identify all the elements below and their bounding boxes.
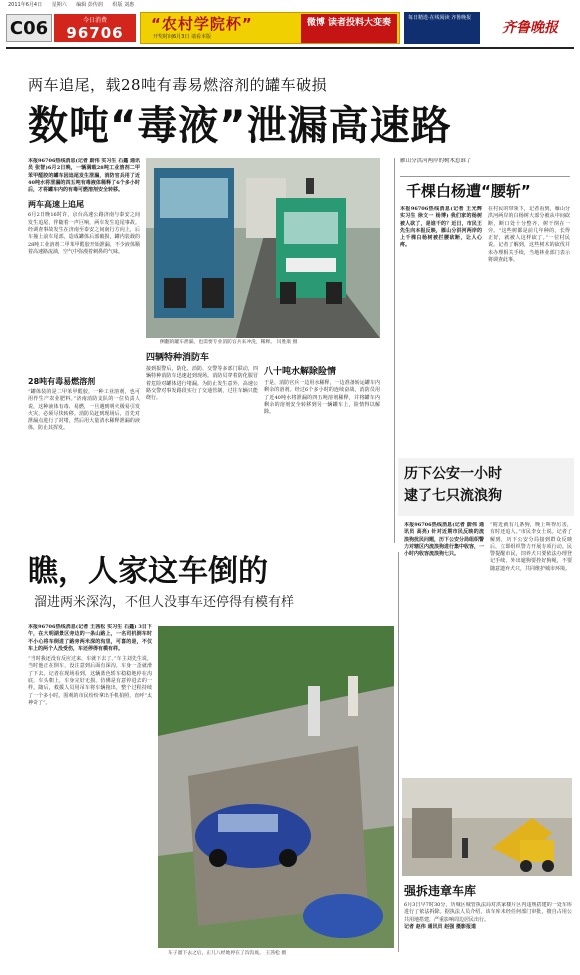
- story2-col1: [400, 206, 482, 446]
- story1-col1: [28, 158, 140, 383]
- story2-rule: [400, 176, 570, 177]
- story1-kicker: 两车追尾，载28吨有毒易燃溶剂的罐车破损: [28, 76, 328, 94]
- story1-sub4: 八十吨水解除险情: [264, 367, 337, 377]
- advert-title: “农村学院杯”: [151, 15, 253, 33]
- story4-photo-caption: 车子溜下去之后，正儿八经地停在了沟沟底。 王茜松 摄: [168, 951, 287, 956]
- story4-subhead: 溜进两米深沟，不但人没事车还停得有模有样: [34, 595, 295, 610]
- story1-col2: [146, 350, 258, 532]
- story1-body1: 6月2日晚16时许，京台高速公路济南与泰安之间发生追尾，伴随着一声巨响，两车发生追尾事故。经调查事故发生在济南至泰安之间南行方向上，后车撞上前车尾部，造成罐体后部破损，罐内装载的28吨工业溶剂二甲苯甲醛胶开始泄漏，不少液体顺着高速路流淌，空气中弥漫着刺鼻的气味。: [28, 212, 140, 255]
- story3-headline-line1: 历下公安一小时: [404, 466, 502, 482]
- story1-photo-caption: 侧翻的罐车泄漏，也需要专业消防官兵来冲洗，稀释。 闫胜康 摄: [160, 340, 298, 345]
- story2-col2: [488, 206, 570, 446]
- story3-body: “附近就有几条狗，晚上叫得厉害，有时还追人。”市民李女士说。记者了解到，历下公安分局接到群众反映后，立即组织警力开展专项行动。民警提醒市民，饲养犬只要依法办理登记手续，外出遛狗要拴好狗绳，不要随意遗弃犬只，共同维护城市环境。: [490, 522, 572, 572]
- story3-col2: [490, 522, 572, 772]
- story4-lead: 本报96706热线消息(记者 王茜松 实习生 石鑫) 3日下午，在大明湖景区旁边的一条山路上，一名司机倒车时不小心将车倒进了路旁两米深的沟里，可喜的是，不仅车上的两个人没受伤，车还停得有模有样。: [28, 624, 152, 652]
- hotline-number: 96706: [66, 24, 124, 42]
- story1-col3: [264, 350, 380, 532]
- story4-col1: [28, 624, 152, 954]
- story5-headline: 强拆违章车库: [404, 884, 477, 898]
- story5-credit: 记者 赵伟 通讯员 赵强 摄影报道: [404, 923, 476, 930]
- tanker-photo-illustration: [146, 158, 380, 338]
- car-ditch-illustration: [158, 626, 394, 948]
- story1-headline: 数吨“毒液”泄漏高速路: [28, 103, 452, 149]
- weekday: 星期六: [51, 2, 67, 8]
- designer-credit: 组版 刘惠: [112, 2, 135, 8]
- story3-head-box: [398, 458, 574, 516]
- story2-topline: 雁山分洪河两岸的树木惹谁了: [400, 158, 472, 164]
- advert-subtitle: 开奖时间6月3日 请看本版: [153, 34, 211, 40]
- story1-sub1: 两车高速上追尾: [28, 200, 84, 210]
- story3-lead: 本报96706热线消息(记者 蔚伟 通讯员 高亮) 针对近期市民反映的流浪狗扰民问题，历下公安分局组织警力对辖区内流浪狗进行集中收容，一小时内收容流浪狗七只。: [404, 522, 484, 558]
- story3-col1: [404, 522, 484, 772]
- story2-headline: 千棵白杨遭“腰斩”: [406, 182, 531, 200]
- date-line: 2011年6月4日: [8, 2, 43, 8]
- header-advert-right[interactable]: 每日精选·在线阅读 齐鲁晚报: [404, 12, 480, 44]
- paper-logo: 齐鲁晚报: [502, 20, 558, 36]
- demolition-illustration: [402, 778, 572, 876]
- story1-sub3: 四辆特种消防车: [146, 353, 210, 363]
- story4-headline: 瞧，人家这车倒的: [28, 554, 268, 589]
- story5-text: [404, 902, 572, 960]
- masthead-rule: [6, 47, 574, 49]
- header-advert[interactable]: [140, 12, 400, 44]
- column-divider: [394, 158, 395, 543]
- advert-red-panel: 微博 读者投料大变奏: [301, 14, 397, 44]
- story1-sub2: 28吨有毒易燃溶剂: [28, 377, 96, 386]
- story1-photo: [146, 158, 380, 338]
- story1-lead: 本报96706热线消息(记者 蔚伟 实习生 石鑫 通讯员 张智)6月2日晚，一辆满载28吨工业溶剂二甲苯甲醛胶的罐车因追尾发生泄漏，消防官兵用了近40吨水将泄漏的四五吨有毒液体稀释了6个多小时后，才将罐车内的有毒可燃溶剂安全转移。: [28, 158, 140, 194]
- story2-body: 在村民的带领下，记者看到，雁山分洪河两岸的白杨树大部分被从中间砍断，断口处十分整齐，树干倒在一旁。“这些树都是前几年种的，长得正好，就被人这样砍了。”一位村民说。记者了解到，这些树木的砍伐并未办理相关手续，当地林业部门表示将调查此事。: [488, 206, 570, 264]
- story1-body4: 于是，消防官兵一边用水稀释，一边准备转运罐车内剩余的溶剂。经过6个多小时的连续奋战，消防员用了近40吨水将泄漏的四五吨溶剂稀释，并将罐车内剩余的溶剂安全转移到另一辆罐车上，险情得以解除。: [264, 380, 380, 416]
- date-bar: [0, 0, 580, 10]
- story2-lead: 本报96706热线消息(记者 王光辉 实习生 徐文一 杨博) 我们家的杨树被人砍了，是谁干的？近日，市民王先生向本报反映，雁山分洪河两岸的上千棵白杨树被拦腰砍断，让人心疼。: [400, 206, 482, 249]
- story1-body3: 接到报警后，防化、消防、交警等多部门联动，四辆特种消防车迅速赶到现场。消防员穿着防化服冒着危险对罐体进行堵漏。为防止发生意外，高速公路交警对事发路段实行了交通管制，过往车辆只能绕行。: [146, 366, 258, 402]
- story4-body: “当时我还没有反应过来，车就下去了。”车主刘先生说，当时他正在倒车，没注意到后面有深沟，车身一歪就滑了下去。记者在现场看到，这辆蓝色轿车稳稳地停在沟底，车头朝上，车身完好无损，仿佛是有意停进去的一样。随后，救援人员用吊车将车辆拖出，整个过程持续了一个多小时。围观的市民纷纷拿出手机拍照，直呼“太神奇了”。: [28, 656, 152, 706]
- editor-credit: 编辑 彭传润: [76, 2, 103, 8]
- story3-headline-line2: 逮了七只流浪狗: [404, 488, 502, 504]
- column-divider-2: [398, 552, 399, 952]
- hotline-box: [54, 14, 136, 42]
- story4-photo: [158, 626, 394, 948]
- page-code: C06: [6, 14, 52, 42]
- story1-col1b: [28, 375, 140, 545]
- story5-photo: [402, 778, 572, 876]
- story5-body: 6月3日早7时30分，历城区城管执法局对洪家楼片区内违规搭建的一处车库进行了依法拆除。据执法人员介绍，该车库未经任何部门审批，擅自占用公共用地搭建，严重影响周边居民出行。: [404, 902, 572, 923]
- hotline-label: 今日消费: [82, 17, 107, 24]
- story1-body2: “罐体装的是二甲苯甲醛胶，一种工业溶剂，也可用作生产农业肥料。”济南消防支队的一位负责人说，这种液体有毒、易燃，一旦遇到明火极易引发火灾，必须尽快转移。消防员赶到现场后，首先对泄漏点进行了封堵，然后用大量清水稀释泄漏的液体，防止其挥发。: [28, 389, 140, 432]
